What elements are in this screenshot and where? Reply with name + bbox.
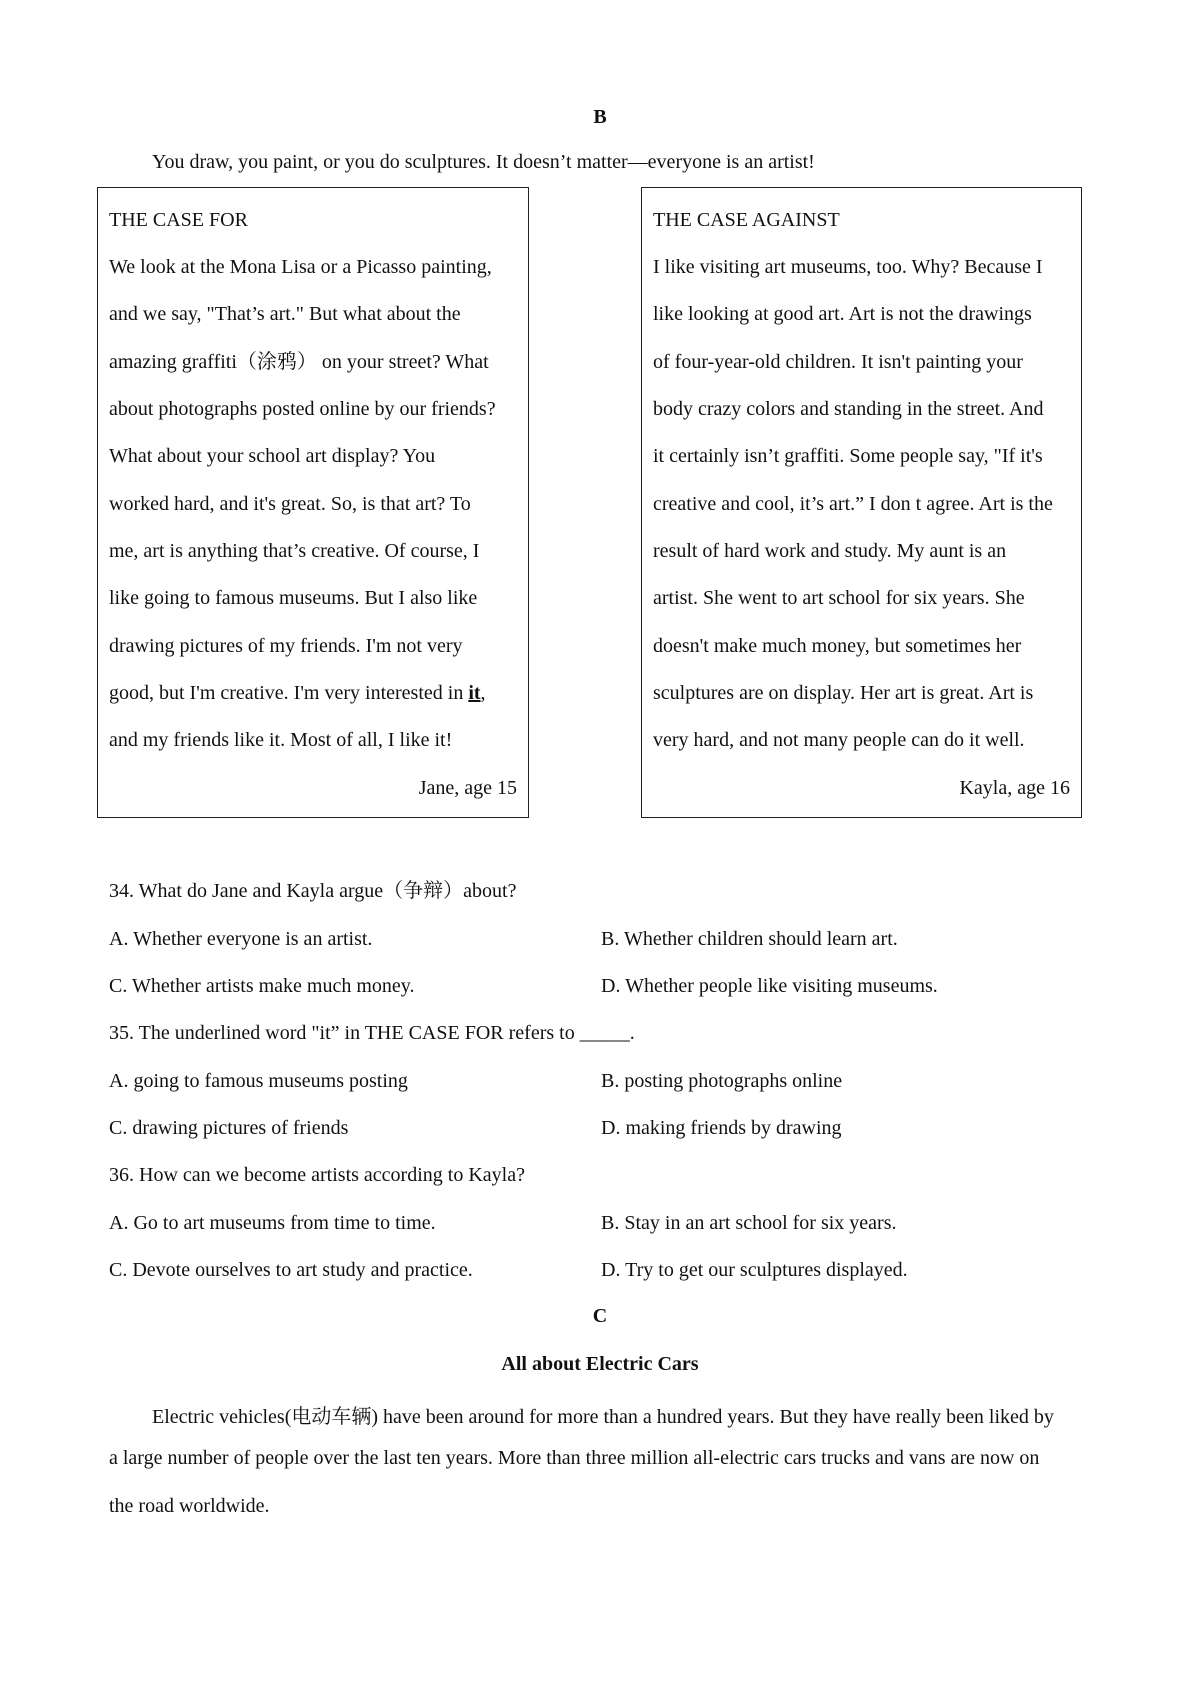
case-for-line: drawing pictures of my friends. I'm not very	[109, 635, 463, 657]
case-against-line: creative and cool, it’s art.” I don t agree. Art is the	[653, 493, 1053, 515]
case-for-title: THE CASE FOR	[109, 209, 248, 231]
answer-option: B. Stay in an art school for six years.	[601, 1212, 897, 1234]
case-against-box	[641, 187, 1082, 818]
paragraph-line: Electric vehicles(电动车辆) have been around for more than a hundred years. But they have really been liked by	[152, 1406, 1054, 1428]
case-for-signature: Jane, age 15	[418, 777, 517, 799]
case-against-line: very hard, and not many people can do it well.	[653, 729, 1025, 751]
case-for-line-text: good, but I'm creative. I'm very interested in	[109, 682, 469, 704]
answer-option: C. Whether artists make much money.	[109, 975, 415, 997]
section-heading-c: C	[592, 1305, 608, 1327]
answer-option: C. Devote ourselves to art study and practice.	[109, 1259, 473, 1281]
section-heading-b: B	[593, 106, 607, 128]
answer-option: A. Go to art museums from time to time.	[109, 1212, 436, 1234]
case-for-line: like going to famous museums. But I also like	[109, 587, 478, 609]
case-against-line: result of hard work and study. My aunt is an	[653, 540, 1007, 562]
paragraph-line: the road worldwide.	[109, 1495, 270, 1517]
case-against-line: I like visiting art museums, too. Why? Because I	[653, 256, 1043, 278]
question-stem: 34. What do Jane and Kayla argue（争辩）about?	[109, 880, 517, 902]
case-for-line: and we say, "That’s art." But what about the	[109, 303, 461, 325]
section-b-intro: You draw, you paint, or you do sculptures. It doesn’t matter—everyone is an artist!	[152, 151, 815, 173]
case-for-line: about photographs posted online by our friends?	[109, 398, 496, 420]
answer-option: C. drawing pictures of friends	[109, 1117, 349, 1139]
case-against-line: body crazy colors and standing in the street. And	[653, 398, 1044, 420]
case-against-line: sculptures are on display. Her art is great. Art is	[653, 682, 1034, 704]
case-for-line-with-underline	[109, 681, 486, 705]
case-for-line: and my friends like it. Most of all, I like it!	[109, 729, 453, 751]
case-against-line: doesn't make much money, but sometimes her	[653, 635, 1022, 657]
case-against-title: THE CASE AGAINST	[653, 209, 840, 231]
case-for-line: We look at the Mona Lisa or a Picasso painting,	[109, 256, 492, 278]
underlined-word: it	[468, 682, 481, 704]
answer-option: B. Whether children should learn art.	[601, 928, 898, 950]
article-title: All about Electric Cars	[501, 1353, 699, 1375]
answer-option: D. Whether people like visiting museums.	[601, 975, 938, 997]
case-for-line: me, art is anything that’s creative. Of course, I	[109, 540, 480, 562]
case-for-line: amazing graffiti（涂鸦） on your street? What	[109, 351, 489, 373]
case-against-line: of four-year-old children. It isn't painting your	[653, 351, 1023, 373]
case-against-line: artist. She went to art school for six years. She	[653, 587, 1025, 609]
case-for-line: What about your school art display? You	[109, 445, 436, 467]
case-for-line: worked hard, and it's great. So, is that art? To	[109, 493, 471, 515]
answer-option: A. going to famous museums posting	[109, 1070, 408, 1092]
case-for-line-punct: ,	[480, 682, 486, 704]
question-stem: 36. How can we become artists according to Kayla?	[109, 1164, 525, 1186]
case-against-line: like looking at good art. Art is not the drawings	[653, 303, 1032, 325]
answer-option: B. posting photographs online	[601, 1070, 843, 1092]
question-stem: 35. The underlined word "it” in THE CASE FOR refers to _____.	[109, 1022, 635, 1044]
case-against-signature: Kayla, age 16	[959, 777, 1070, 799]
case-for-box	[97, 187, 529, 818]
case-against-line: it certainly isn’t graffiti. Some people say, "If it's	[653, 445, 1043, 467]
paragraph-line: a large number of people over the last ten years. More than three million all-electric cars trucks and vans are now on	[109, 1447, 1040, 1469]
answer-option: A. Whether everyone is an artist.	[109, 928, 373, 950]
answer-option: D. making friends by drawing	[601, 1117, 842, 1139]
answer-option: D. Try to get our sculptures displayed.	[601, 1259, 908, 1281]
